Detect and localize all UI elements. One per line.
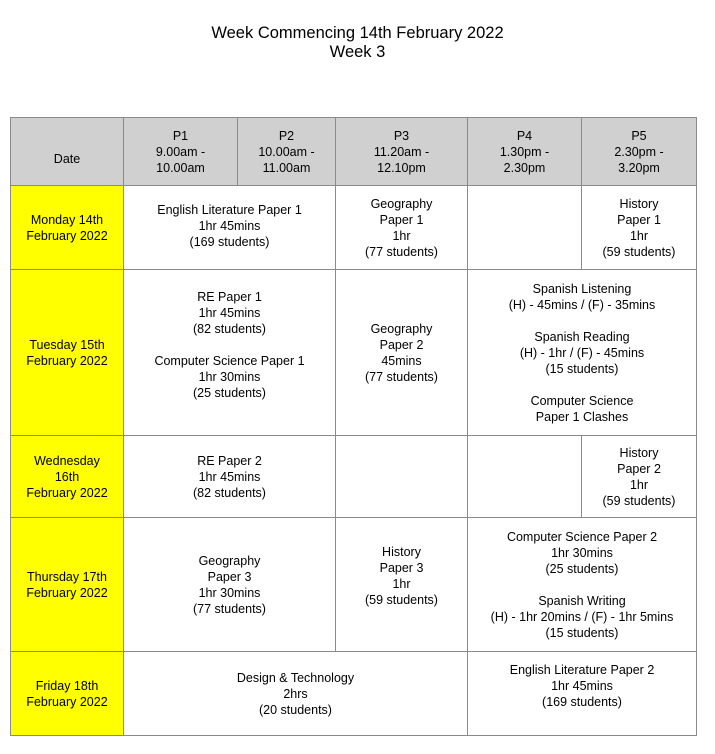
row-monday [11,186,697,270]
row-thursday [11,518,697,652]
title-week-number: Week 3 [329,43,386,61]
exam-geography-1: Geography Paper 1 1hr (77 students) [336,186,468,270]
exam-history-1: History Paper 1 1hr (59 students) [582,186,697,270]
exam-re-2: RE Paper 2 1hr 45mins (82 students) [124,436,336,518]
date-cell-friday: Friday 18th February 2022 [11,652,124,736]
header-p5: P5 2.30pm - 3.20pm [582,118,697,186]
header-p1: P1 9.00am - 10.00am [124,118,238,186]
exam-english-lit-1: English Literature Paper 1 1hr 45mins (169 students) [124,186,336,270]
exam-cs-2-spanish-writing: Computer Science Paper 2 1hr 30mins (25 students) Spanish Writing (H) - 1hr 20mins / (F) - 1hr 5mins (15 students) [468,518,697,652]
date-cell-monday: Monday 14th February 2022 [11,186,124,270]
header-p3: P3 11.20am - 12.10pm [336,118,468,186]
empty-cell [468,436,582,518]
empty-cell [336,436,468,518]
header-date: Date [11,118,124,186]
date-cell-wednesday: Wednesday 16th February 2022 [11,436,124,518]
row-friday [11,652,697,736]
exam-geography-3: Geography Paper 3 1hr 30mins (77 students) [124,518,336,652]
exam-design-technology: Design & Technology 2hrs (20 students) [124,652,468,736]
exam-timetable [10,117,697,736]
header-row [11,118,697,186]
header-p4: P4 1.30pm - 2.30pm [468,118,582,186]
page-title [0,24,715,62]
header-p2: P2 10.00am - 11.00am [238,118,336,186]
date-cell-thursday: Thursday 17th February 2022 [11,518,124,652]
row-tuesday [11,270,697,436]
row-wednesday [11,436,697,518]
date-cell-tuesday: Tuesday 15th February 2022 [11,270,124,436]
exam-english-lit-2: English Literature Paper 2 1hr 45mins (169 students) [468,652,697,736]
exam-geography-2: Geography Paper 2 45mins (77 students) [336,270,468,436]
title-week-commencing: Week Commencing 14th February 2022 [211,24,504,42]
exam-history-3: History Paper 3 1hr (59 students) [336,518,468,652]
exam-history-2: History Paper 2 1hr (59 students) [582,436,697,518]
exam-re-and-cs-1: RE Paper 1 1hr 45mins (82 students) Computer Science Paper 1 1hr 30mins (25 students) [124,270,336,436]
exam-spanish-listening-reading: Spanish Listening (H) - 45mins / (F) - 35mins Spanish Reading (H) - 1hr / (F) - 45mins (15 students) Computer Science Paper 1 Clashes [468,270,697,436]
empty-cell [468,186,582,270]
